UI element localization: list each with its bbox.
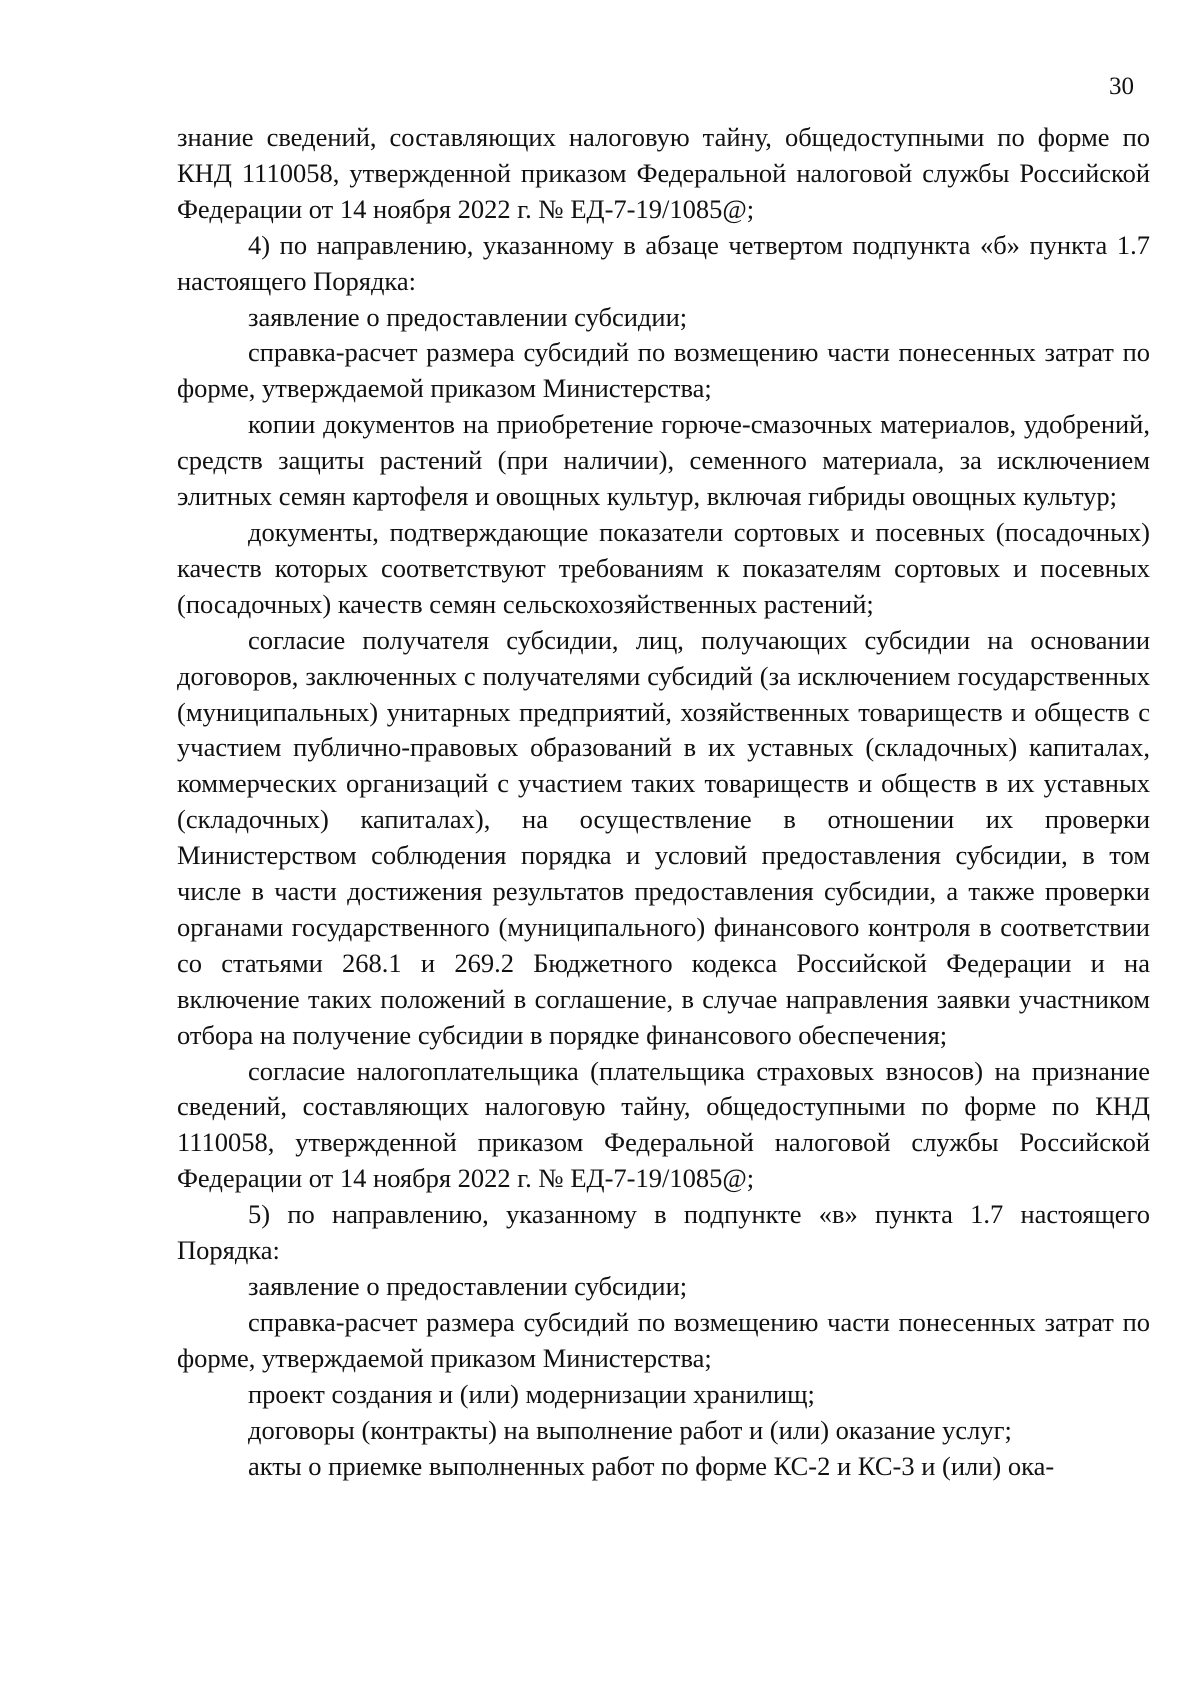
paragraph-acceptance-acts: акты о приемке выполненных работ по форме КС-2 и КС-3 и (или) ока- bbox=[248, 1450, 1055, 1481]
document-body bbox=[177, 120, 1150, 1484]
page-number: 30 bbox=[1109, 73, 1134, 100]
paragraph-calculation-certificate-2: справка-расчет размера субсидий по возмещению части понесенных затрат по форме, утверждаемой приказом Министерства; bbox=[177, 1306, 1150, 1373]
paragraph-contracts: договоры (контракты) на выполнение работ и (или) оказание услуг; bbox=[248, 1414, 1012, 1445]
paragraph-purchase-documents: копии документов на приобретение горюче-смазочных материалов, удобрений, средств защиты растений (при наличии), семенного материала, за исключением элитных семян картофеля и овощных культур, включая гибриды овощных культур; bbox=[177, 409, 1150, 512]
paragraph-recipient-consent: согласие получателя субсидии, лиц, получающих субсидии на основании договоров, заключенных с получателями субсидий (за исключением государственных (муниципальных) унитарных предприятий, хозяйственных товариществ и обществ с участием публично-правовых образований в их уставных (складочных) капиталах, коммерческих организаций с участием таких товариществ и обществ в их уставных (складочных) капиталах), на осуществление в отношении их проверки Министерством соблюдения порядка и условий предоставления субсидии, в том числе в части достижения результатов предоставления субсидии, а также проверки органами государственного (муниципального) финансового контроля в соответствии со статьями 268.1 и 269.2 Бюджетного кодекса Российской Федерации и на включение таких положений в соглашение, в случае направления заявки участником отбора на получение субсидии в порядке финансового обеспечения; bbox=[177, 624, 1150, 1050]
paragraph-storage-project: проект создания и (или) модернизации хранилищ; bbox=[248, 1378, 815, 1409]
paragraph-application: заявление о предоставлении субсидии; bbox=[248, 301, 688, 332]
paragraph-seed-quality-documents: документы, подтверждающие показатели сортовых и посевных (посадочных) качеств которых соответствуют требованиям к показателям сортовых и посевных (посадочных) качеств семян сельскохозяйственных растений; bbox=[177, 516, 1150, 619]
paragraph-item-4: 4) по направлению, указанному в абзаце четвертом подпункта «б» пункта 1.7 настоящего Порядка: bbox=[177, 229, 1150, 296]
paragraph-application-2: заявление о предоставлении субсидии; bbox=[248, 1271, 688, 1301]
paragraph-taxpayer-consent: согласие налогоплательщика (плательщика страховых взносов) на признание сведений, составляющих налоговую тайну, общедоступными по форме по КНД 1110058, утвержденной приказом Федеральной налоговой службы Российской Федерации от 14 ноября 2022 г. № ЕД-7-19/1085@; bbox=[177, 1055, 1150, 1194]
paragraph-calculation-certificate: справка-расчет размера субсидий по возмещению части понесенных затрат по форме, утверждаемой приказом Министерства; bbox=[177, 337, 1150, 404]
paragraph-item-5: 5) по направлению, указанному в подпункте «в» пункта 1.7 настоящего Порядка: bbox=[177, 1199, 1150, 1266]
paragraph-continuation: знание сведений, составляющих налоговую тайну, общедоступными по форме по КНД 1110058, утвержденной приказом Федеральной налоговой службы Российской Федерации от 14 ноября 2022 г. № ЕД-7-19/1085@; bbox=[177, 122, 1150, 224]
